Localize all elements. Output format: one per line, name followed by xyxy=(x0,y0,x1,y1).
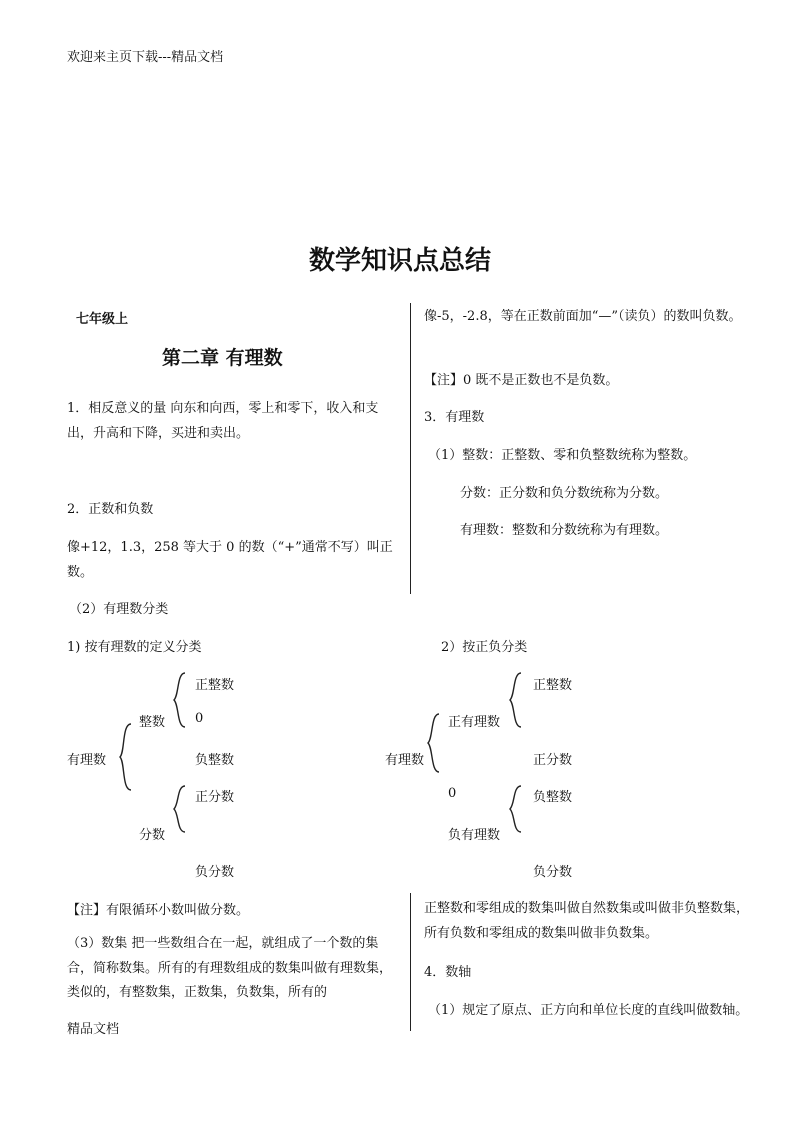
page-header: 欢迎来主页下载---精品文档 xyxy=(67,50,224,65)
tree1-root: 有理数 xyxy=(67,753,107,768)
tree2-negative-rational: 负有理数 xyxy=(448,828,501,843)
item3-heading: 3．有理数 xyxy=(424,410,485,425)
item1-text: 1．相反意义的量 向东和向西，零上和零下，收入和支出，升高和下降，买进和卖出。 xyxy=(67,401,379,441)
page-footer: 精品文档 xyxy=(67,1022,120,1037)
tree1-positive-fraction: 正分数 xyxy=(195,790,235,805)
tree1-integer-brace xyxy=(172,671,186,729)
tree2-positive-fraction: 正分数 xyxy=(533,753,573,768)
integer-definition: （1）整数：正整数、零和负整数统称为整数。 xyxy=(428,448,697,463)
item2-text: 像+12，1.3，258 等大于 0 的数（“+”通常不写）叫正数。 xyxy=(67,540,393,580)
fraction-definition: 分数：正分数和负分数统称为分数。 xyxy=(460,486,669,501)
tree2-root: 有理数 xyxy=(385,753,425,768)
tree1-negative-integer: 负整数 xyxy=(195,753,235,768)
negative-number-text: 像-5，-2.8，等在正数前面加“—”（读负）的数叫负数。 xyxy=(424,309,742,324)
column-divider-top xyxy=(410,303,411,594)
tree1-fraction: 分数 xyxy=(139,828,166,843)
tree2-positive-integer: 正整数 xyxy=(533,678,573,693)
chapter-title: 第二章 有理数 xyxy=(162,347,283,369)
tree2-zero: 0 xyxy=(448,786,457,801)
item4-heading: 4．数轴 xyxy=(424,965,472,980)
zero-note: 【注】0 既不是正数也不是负数。 xyxy=(424,373,619,388)
number-axis-definition: （1）规定了原点、正方向和单位长度的直线叫做数轴。 xyxy=(428,1003,749,1018)
classification-by-sign-label: 2）按正负分类 xyxy=(441,640,528,655)
tree1-fraction-brace xyxy=(172,784,186,834)
tree1-negative-fraction: 负分数 xyxy=(195,865,235,880)
number-sets-continued: 正整数和零组成的数集叫做自然数集或叫做非负整数集，所有负数和零组成的数集叫做非负数集。 xyxy=(424,901,750,941)
column-divider-bottom xyxy=(410,893,411,1031)
tree2-negative-integer: 负整数 xyxy=(533,790,573,805)
number-sets-text: （3）数集 把一些数组合在一起，就组成了一个数的集合，简称数集。所有的有理数组成的数集叫做有理数集，类似的，有整数集，正数集，负数集，所有的 xyxy=(67,936,393,1000)
item2-heading: 2．正数和负数 xyxy=(67,502,154,517)
rational-definition: 有理数：整数和分数统称为有理数。 xyxy=(460,523,669,538)
tree1-positive-integer: 正整数 xyxy=(195,678,235,693)
tree1-root-brace xyxy=(118,722,132,792)
tree1-zero: 0 xyxy=(195,711,204,726)
tree2-negative-brace xyxy=(508,784,522,834)
tree2-positive-brace xyxy=(508,671,522,729)
fraction-note: 【注】有限循环小数叫做分数。 xyxy=(67,903,250,918)
tree2-negative-fraction: 负分数 xyxy=(533,865,573,880)
tree2-positive-rational: 正有理数 xyxy=(448,715,501,730)
tree2-root-brace xyxy=(426,712,440,774)
tree1-integer: 整数 xyxy=(139,715,166,730)
classification-by-definition-label: 1) 按有理数的定义分类 xyxy=(67,640,202,655)
document-title: 数学知识点总结 xyxy=(308,246,491,276)
grade-label: 七年级上 xyxy=(76,312,129,327)
classification-heading: （2）有理数分类 xyxy=(69,602,169,617)
